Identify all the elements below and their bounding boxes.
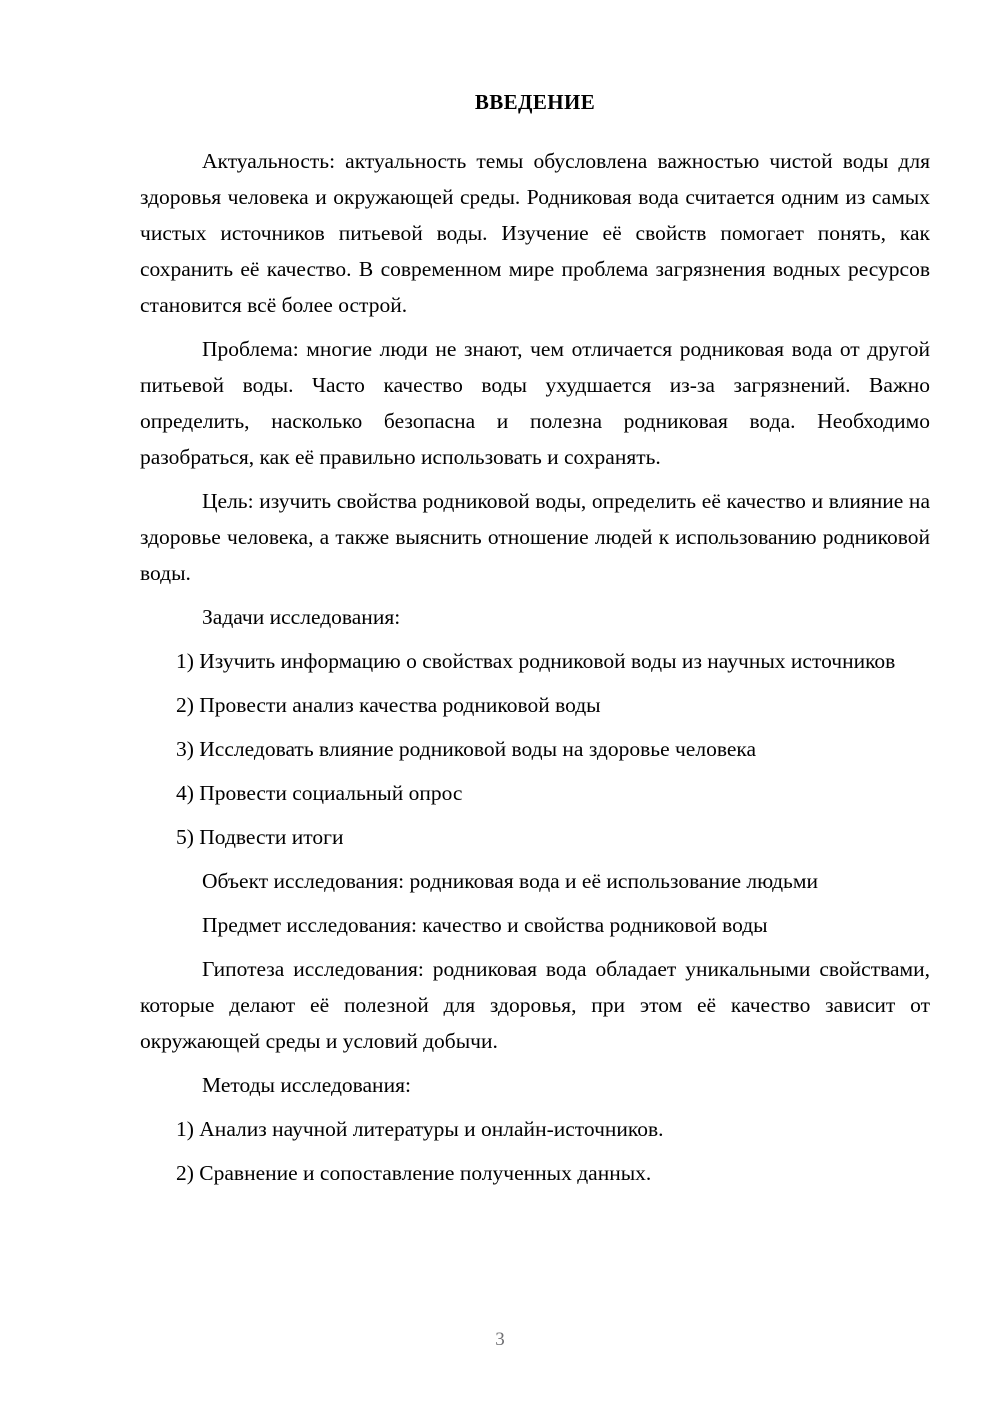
paragraph-hypothesis: Гипотеза исследования: родниковая вода обладает уникальными свойствами, которые делают её полезной для здоровья, при этом её качество зависит от окружающей среды и условий добычи. [140, 957, 930, 1054]
document-content [140, 88, 930, 1199]
list-item: 2) Провести анализ качества родниковой воды [176, 693, 601, 718]
paragraph-relevance: Актуальность: актуальность темы обусловлена важностью чистой воды для здоровья человека и окружающей среды. Родниковая вода считается одним из самых чистых источников питьевой воды. Изучение её свойств помогает понять, как сохранить её качество. В современном мире проблема загрязнения водных ресурсов становится всё более острой. [140, 149, 930, 318]
paragraph-object: Объект исследования: родниковая вода и её использование людьми [202, 869, 818, 894]
list-item: 1) Изучить информацию о свойствах родниковой воды из научных источников [176, 649, 896, 674]
page-number: 3 [495, 1329, 505, 1350]
list-item: 3) Исследовать влияние родниковой воды на здоровье человека [176, 737, 757, 762]
paragraph-subject: Предмет исследования: качество и свойства родниковой воды [202, 913, 768, 938]
heading-methods: Методы исследования: [202, 1073, 411, 1098]
list-item: 2) Сравнение и сопоставление полученных данных. [176, 1161, 652, 1186]
heading-tasks: Задачи исследования: [202, 605, 401, 630]
page-title: ВВЕДЕНИЕ [474, 90, 596, 114]
list-item: 4) Провести социальный опрос [176, 781, 463, 806]
paragraph-problem: Проблема: многие люди не знают, чем отличается родниковая вода от другой питьевой воды. Часто качество воды ухудшается из-за загрязнений. Важно определить, насколько безопасна и полезна родниковая вода. Необходимо разобраться, как её правильно использовать и сохранять. [140, 337, 930, 470]
paragraph-goal: Цель: изучить свойства родниковой воды, определить её качество и влияние на здоровье человека, а также выяснить отношение людей к использованию родниковой воды. [140, 489, 930, 586]
list-item: 5) Подвести итоги [176, 825, 344, 850]
list-item: 1) Анализ научной литературы и онлайн-источников. [176, 1117, 664, 1142]
